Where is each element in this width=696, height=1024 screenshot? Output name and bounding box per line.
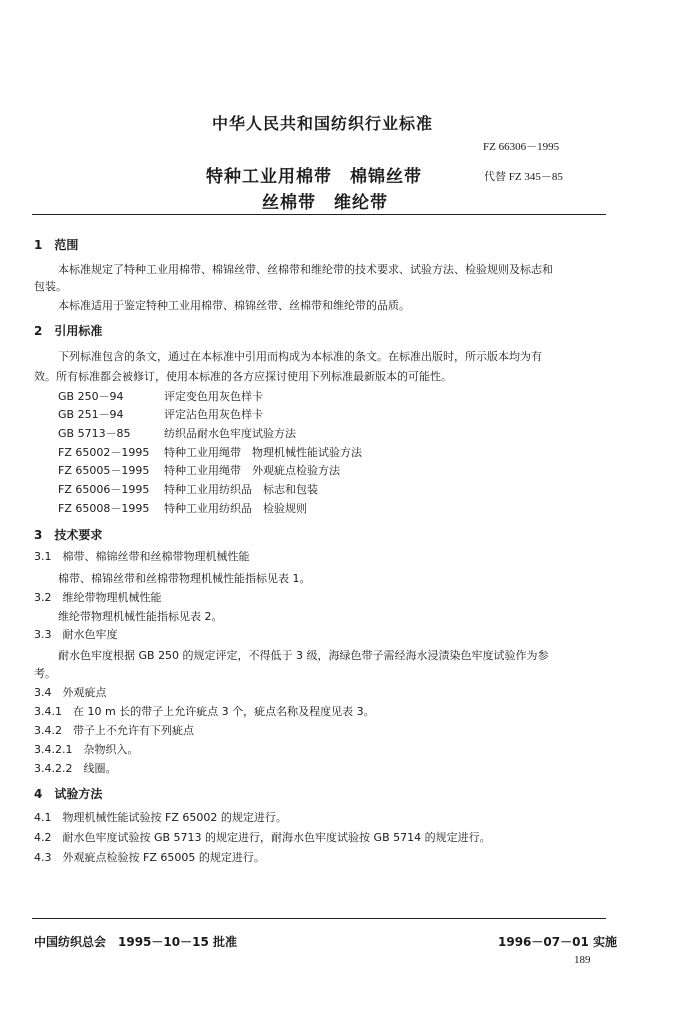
reference-code: FZ 65006－1995 <box>58 483 150 496</box>
clause-4-2: 4.2 耐水色牢度试验按 GB 5713 的规定进行，耐海水色牢度试验按 GB 5714 的规定进行。 <box>34 831 491 844</box>
section-1-heading: 1 范围 <box>34 238 79 252</box>
reference-title: 纺织品耐水色牢度试验方法 <box>164 427 296 440</box>
standard-number: FZ 66306－1995 <box>483 141 560 153</box>
clause-3-4-heading: 3.4 外观疵点 <box>34 686 107 699</box>
clause-3-1-text: 棉带、棉锦丝带和丝棉带物理机械性能指标见表 1。 <box>58 572 311 585</box>
standard-title-line1: 特种工业用棉带 棉锦丝带 <box>206 167 422 187</box>
clause-3-1-heading: 3.1 棉带、棉锦丝带和丝棉带物理机械性能 <box>34 550 250 563</box>
reference-code: GB 5713－85 <box>58 427 131 440</box>
clause-3-4-2-2: 3.4.2.2 线圈。 <box>34 762 117 775</box>
header-rule <box>32 214 606 215</box>
reference-code: FZ 65005－1995 <box>58 464 150 477</box>
reference-title: 特种工业用纺织品 标志和包装 <box>164 483 318 496</box>
approval-date: 中国纺织总会 1995－10－15 批准 <box>34 935 237 949</box>
reference-title: 特种工业用绳带 物理机械性能试验方法 <box>164 446 362 459</box>
section-2-heading: 2 引用标准 <box>34 324 103 338</box>
section-2-para-1b: 效。所有标准都会被修订，使用本标准的各方应探讨使用下列标准最新版本的可能性。 <box>34 370 452 383</box>
reference-code: GB 251－94 <box>58 408 124 421</box>
clause-3-4-2-1: 3.4.2.1 杂物织入。 <box>34 743 139 756</box>
issuing-body-title: 中华人民共和国纺织行业标准 <box>212 114 434 133</box>
clause-3-2-heading: 3.2 维纶带物理机械性能 <box>34 591 162 604</box>
reference-code: FZ 65002－1995 <box>58 446 150 459</box>
reference-code: FZ 65008－1995 <box>58 502 150 515</box>
clause-3-2-text: 维纶带物理机械性能指标见表 2。 <box>58 610 223 623</box>
reference-title: 评定沾色用灰色样卡 <box>164 408 263 421</box>
clause-3-3-text-a: 耐水色牢度根据 GB 250 的规定评定，不得低于 3 级，海绿色带子需经海水浸渍染色牢度试验作为参 <box>58 649 549 662</box>
clause-4-3: 4.3 外观疵点检验按 FZ 65005 的规定进行。 <box>34 851 265 864</box>
section-1-para-1a: 本标准规定了特种工业用棉带、棉锦丝带、丝棉带和维纶带的技术要求、试验方法、检验规则及标志和 <box>58 263 553 276</box>
clause-3-3-text-b: 考。 <box>34 667 56 680</box>
reference-title: 评定变色用灰色样卡 <box>164 390 263 403</box>
footer-rule <box>32 918 606 919</box>
reference-code: GB 250－94 <box>58 390 124 403</box>
clause-3-4-1: 3.4.1 在 10 m 长的带子上允许疵点 3 个，疵点名称及程度见表 3。 <box>34 705 375 718</box>
section-1-para-1b: 包装。 <box>34 280 67 293</box>
section-2-para-1a: 下列标准包含的条文，通过在本标准中引用而构成为本标准的条文。在标准出版时，所示版本均为有 <box>58 350 542 363</box>
clause-3-3-heading: 3.3 耐水色牢度 <box>34 628 118 641</box>
implementation-date: 1996－07－01 实施 <box>498 935 617 949</box>
reference-title: 特种工业用绳带 外观疵点检验方法 <box>164 464 340 477</box>
standard-title-line2: 丝棉带 维纶带 <box>262 193 388 213</box>
section-1-para-2: 本标准适用于鉴定特种工业用棉带、棉锦丝带、丝棉带和维纶带的品质。 <box>58 299 410 312</box>
replaces-standard: 代替 FZ 345－85 <box>484 171 563 183</box>
clause-4-1: 4.1 物理机械性能试验按 FZ 65002 的规定进行。 <box>34 811 287 824</box>
reference-title: 特种工业用纺织品 检验规则 <box>164 502 307 515</box>
clause-3-4-2: 3.4.2 带子上不允许有下列疵点 <box>34 724 194 737</box>
page-number: 189 <box>574 954 591 966</box>
section-4-heading: 4 试验方法 <box>34 787 103 801</box>
section-3-heading: 3 技术要求 <box>34 528 103 542</box>
